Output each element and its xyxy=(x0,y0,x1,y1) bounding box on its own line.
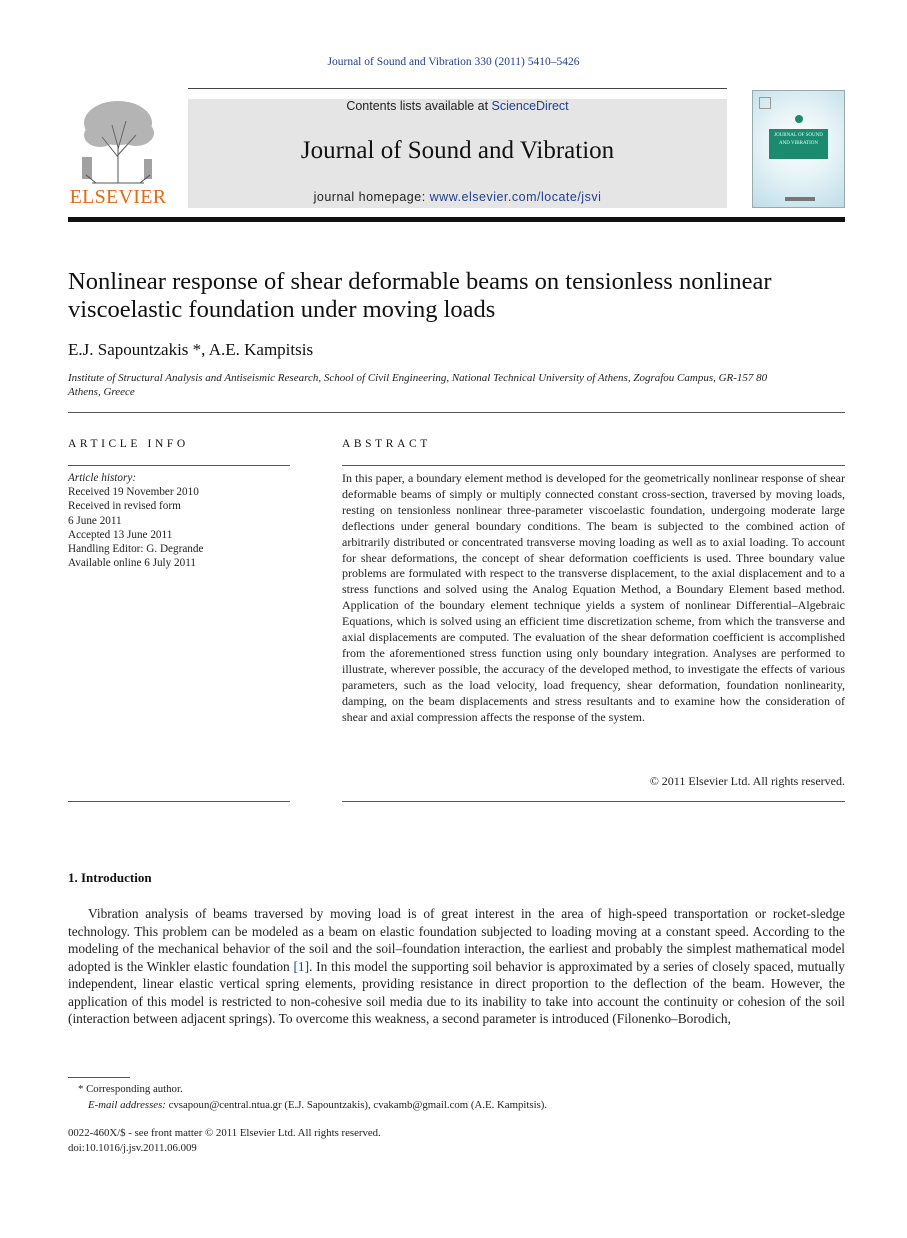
history-line: Received in revised form xyxy=(68,500,181,513)
abstract-copyright: © 2011 Elsevier Ltd. All rights reserved. xyxy=(649,774,845,788)
history-line: Available online 6 July 2011 xyxy=(68,557,197,570)
email-footnote xyxy=(88,1099,547,1111)
intro-text-part1: Vibration analysis of beams traversed by moving load is of great interest in the area of high-speed transportation or rocket-sledge technology. This problem can be modeled as a beam on elastic foundation subjected to loading moving at a constant speed. According to the modeling of the mechanical behavior of the soil and the soil–foundation interaction, the earliest and probably the simplest mathematical model adopted is the Winkler elastic foundation xyxy=(68,906,845,974)
elsevier-wordmark: ELSEVIER xyxy=(69,186,167,208)
article-title: Nonlinear response of shear deformable beams on tensionless nonlinear viscoelastic foundation under moving loads xyxy=(68,268,772,323)
author-affiliation: Institute of Structural Analysis and Antiseismic Research, School of Civil Engineering, National Technical University of Athens, Zografou Campus, GR-157 80 Athens, Greece xyxy=(68,372,768,398)
email-addresses[interactable]: cvsapoun@central.ntua.gr (E.J. Sapountzakis), cvakamb@gmail.com (A.E. Kampitsis). xyxy=(165,1099,548,1111)
introduction-heading: 1. Introduction xyxy=(68,870,152,885)
cover-emblem-icon xyxy=(795,115,803,123)
abstract-bottom-rule xyxy=(342,801,845,802)
email-label: E-mail addresses: xyxy=(88,1099,166,1111)
affiliation-rule xyxy=(68,412,845,413)
elsevier-tree-icon xyxy=(72,97,164,185)
cover-corner-mark xyxy=(759,97,771,109)
journal-name: Journal of Sound and Vibration xyxy=(300,137,615,164)
journal-cover-thumbnail[interactable] xyxy=(752,90,845,208)
introduction-paragraph xyxy=(68,905,845,1028)
homepage-line xyxy=(188,190,727,204)
homepage-link[interactable]: www.elsevier.com/locate/jsvi xyxy=(429,190,602,204)
front-matter-line: 0022-460X/$ - see front matter © 2011 Elsevier Ltd. All rights reserved. xyxy=(68,1127,381,1139)
contents-prefix: Contents lists available at xyxy=(346,99,492,113)
abstract-heading: ABSTRACT xyxy=(342,438,431,450)
header-top-rule xyxy=(188,88,727,89)
elsevier-logo[interactable] xyxy=(68,97,168,209)
footnote-rule xyxy=(68,1077,130,1078)
history-label: Article history: xyxy=(68,472,137,484)
reference-link[interactable]: [1] xyxy=(293,958,310,974)
history-line: 6 June 2011 xyxy=(68,514,122,527)
article-authors[interactable]: E.J. Sapountzakis *, A.E. Kampitsis xyxy=(68,340,314,359)
sciencedirect-link[interactable]: ScienceDirect xyxy=(491,99,569,113)
article-info-rule xyxy=(68,465,290,466)
cover-publisher-mark xyxy=(785,197,815,201)
history-line: Received 19 November 2010 xyxy=(68,486,199,499)
intro-text-part2: . In this model the supporting soil behavior is approximated by a series of closely spaced, mutually independent, linear elastic vertical spring elements, providing resistance in direct proportion to the deflection of the beam. However, the application of this model is restricted to non-cohesive soil media due to its inability to take into account the continuity or cohesion of the soil (interaction between adjacent springs). To overcome this weakness, a second parameter is introduced (Filonenko–Borodich, xyxy=(68,958,845,1026)
doi[interactable]: doi:10.1016/j.jsv.2011.06.009 xyxy=(68,1141,197,1154)
journal-citation[interactable]: Journal of Sound and Vibration 330 (2011) 5410–5426 xyxy=(327,56,580,68)
abstract-rule xyxy=(342,465,845,466)
article-info-bottom-rule xyxy=(68,801,290,802)
cover-title: JOURNAL OF SOUND AND VIBRATION xyxy=(769,129,828,159)
abstract-text: In this paper, a boundary element method is developed for the geometrically nonlinear response of shear deformable beams of simply or multiply connected constant cross-section, traversed by moving loads, resting on tensionless nonlinear three-parameter viscoelastic foundation, undergoing moderate large deflections under general boundary conditions. The beam is subjected to the combined action of arbitrarily distributed or concentrated transverse moving loading as well as to axial loading. To account for shear deformations, the concept of shear deformation coefficients is used. Three boundary value problems are formulated with respect to the transverse displacement, to the axial displacement and to a stress functions and solved using the Analog Equation Method, a Boundary Element based method. Application of the boundary element technique yields a system of nonlinear Differential–Algebraic Equations, which is solved using an efficient time discretization scheme, from which the transverse and axial displacements are computed. The evaluation of the shear deformation coefficient is accomplished from the aforementioned stress function using only boundary integration. Analyses are performed to illustrate, wherever possible, the accuracy of the developed method, to investigate the effects of various parameters, such as the load velocity, load frequency, shear deformation, foundation nonlinearity, damping, on the beam displacements and stress resultants and to examine how the consideration of shear and axial compression affects the response of the system. xyxy=(342,471,845,724)
contents-line xyxy=(188,99,727,113)
article-history xyxy=(68,471,290,570)
homepage-prefix: journal homepage: xyxy=(313,190,430,204)
header-thick-rule xyxy=(68,217,845,222)
front-matter xyxy=(68,1126,381,1155)
corresponding-author-note: * Corresponding author. xyxy=(78,1083,183,1095)
article-info-heading: ARTICLE INFO xyxy=(68,438,189,450)
history-line: Handling Editor: G. Degrande xyxy=(68,543,204,556)
history-line: Accepted 13 June 2011 xyxy=(68,528,173,541)
